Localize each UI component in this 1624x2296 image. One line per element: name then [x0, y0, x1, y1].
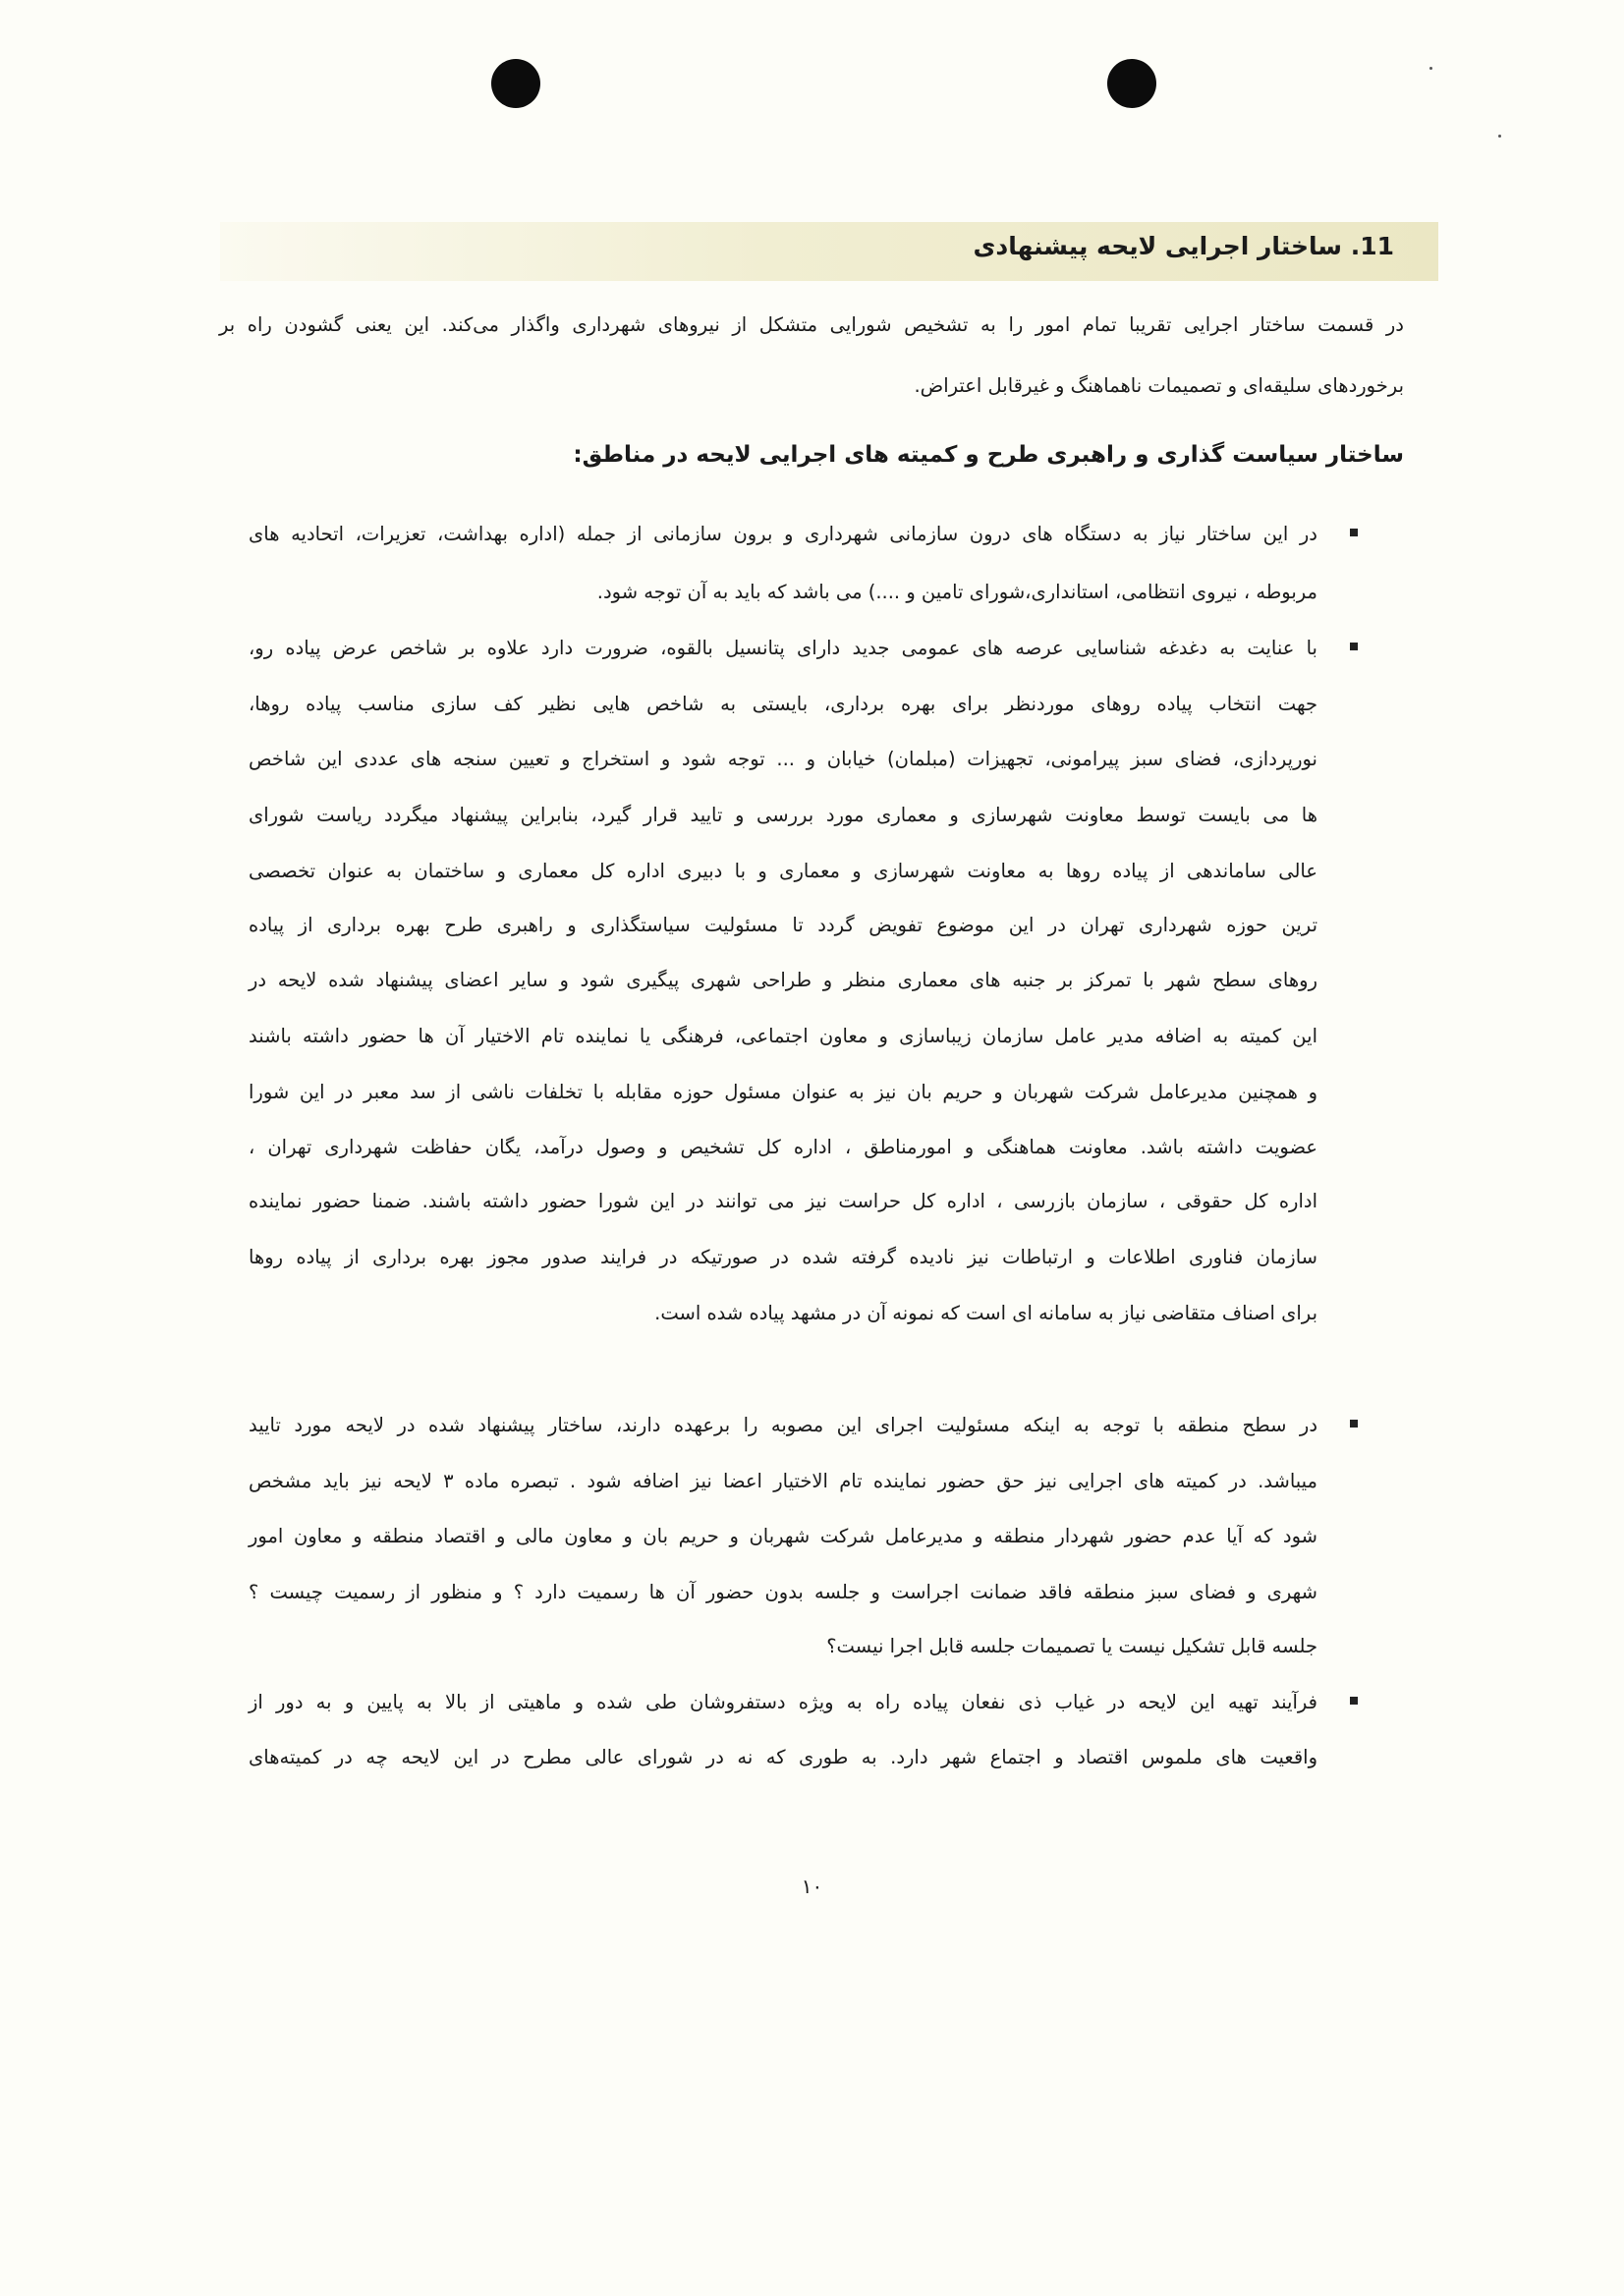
text-line: مربوطه ، نیروی انتظامی، استانداری،شورای تامین و ....) می باشد که باید به آن توجه شود.: [596, 581, 1317, 603]
text-line: با عنایت به دغدغه شناسایی عرصه های عمومی جدید دارای پتانسیل بالقوه، ضرورت دارد علاوه بر شاخص عرض پیاده رو،: [249, 637, 1317, 659]
text-line: ترین حوزه شهرداری تهران در این موضوع تفویض گردد تا مسئولیت سیاستگذاری و راهبری طرح بهره برداری از پیاده: [249, 914, 1317, 936]
bullet-marker: [1350, 1697, 1358, 1705]
text-line: نورپردازی، فضای سبز پیرامونی، تجهیزات (مبلمان) خیابان و ... توجه شود و استخراج و تعیین سنجه های عددی این شاخص: [249, 748, 1317, 770]
bullet-marker: [1350, 1420, 1358, 1428]
punch-hole-right: [1107, 59, 1156, 108]
text-line: میباشد. در کمیته های اجرایی نیز حق حضور نماینده تام الاختیار اعضا نیز اضافه شود . تبصره ماده ۳ لایحه نیز باید مشخص: [249, 1470, 1317, 1492]
text-line: این کمیته به اضافه مدیر عامل سازمان زیباسازی و معاون اجتماعی، فرهنگی یا نماینده تام الاختیار آن ها حضور داشته باشند: [249, 1025, 1317, 1047]
text-line: برخوردهای سلیقه‌ای و تصمیمات ناهماهنگ و غیرقابل اعتراض.: [914, 374, 1404, 397]
text-line: روهای سطح شهر با تمرکز بر جنبه های معماری منظر و طراحی شهری پیگیری شود و سایر اعضای پیشنهاد شده لایحه در: [249, 969, 1317, 991]
punch-hole-left: [491, 59, 540, 108]
text-line: و همچنین مدیرعامل شرکت شهربان و حریم بان نیز به عنوان مسئول حوزه مقابله با تخلفات ناشی از سد معبر در این شورا: [249, 1081, 1317, 1103]
text-line: واقعیت های ملموس اقتصاد و اجتماع شهر دارد. به طوری که نه در شورای عالی مطرح در این لایحه چه در کمیته‌های: [249, 1746, 1317, 1768]
text-line: ها می بایست توسط معاونت شهرسازی و معماری مورد بررسی و تایید قرار گیرد، بنابراین پیشنهاد میگردد ریاست شورای: [249, 804, 1317, 826]
text-line: عضویت داشته باشد. معاونت هماهنگی و امورمناطق ، اداره کل تشخیص و وصول درآمد، یگان حفاظت شهرداری تهران ،: [249, 1136, 1317, 1158]
scan-speck: [1498, 135, 1501, 138]
text-line: سازمان فناوری اطلاعات و ارتباطات نیز نادیده گرفته شده در صورتیکه در فرایند صدور مجوز بهره برداری از پیاده روها: [249, 1246, 1317, 1268]
text-line: در این ساختار نیاز به دستگاه های درون سازمانی شهرداری و برون سازمانی از جمله (اداره بهداشت، تعزیرات، اتحادیه های: [249, 523, 1317, 545]
text-line: شهری و فضای سبز منطقه فاقد ضمانت اجراست و جلسه بدون حضور آن ها رسمیت دارد ؟ و منظور از رسمیت چیست ؟: [249, 1581, 1317, 1603]
text-line: عالی ساماندهی از پیاده روها به معاونت شهرسازی و معماری و با دبیری اداره کل معماری و ساختمان به عنوان تخصصی: [249, 860, 1317, 882]
text-line: برای اصناف متقاضی نیاز به سامانه ای است که نمونه آن در مشهد پیاده شده است.: [654, 1302, 1317, 1324]
text-line: اداره کل حقوقی ، سازمان بازرسی ، اداره کل حراست نیز می توانند در این شورا حضور داشته باشند. ضمنا حضور نماینده: [249, 1190, 1317, 1212]
text-line: در سطح منطقه با توجه به اینکه مسئولیت اجرای این مصوبه را برعهده دارند، ساختار پیشنهاد شده در لایحه مورد تایید: [249, 1414, 1317, 1436]
text-line: شود که آیا عدم حضور شهردار منطقه و مدیرعامل شرکت شهربان و حریم بان و معاون مالی و اقتصاد منطقه و معاون امور: [249, 1525, 1317, 1547]
text-line: جهت انتخاب پیاده روهای موردنظر برای بهره برداری، بایستی به شاخص هایی نظیر کف سازی مناسب پیاده روها،: [249, 693, 1317, 715]
subheading: ساختار سیاست گذاری و راهبری طرح و کمیته های اجرایی لایحه در مناطق:: [573, 442, 1404, 468]
page-number: ۱۰: [801, 1875, 823, 1898]
section-heading: 11. ساختار اجرایی لایحه پیشنهادی: [973, 232, 1394, 260]
bullet-marker: [1350, 643, 1358, 650]
text-line: در قسمت ساختار اجرایی تقریبا تمام امور را به تشخیص شورایی متشکل از نیروهای شهرداری واگذار می‌کند. این یعنی گشودن راه بر: [219, 313, 1404, 336]
text-line: فرآیند تهیه این لایحه در غیاب ذی نفعان پیاده راه به ویژه دستفروشان طی شده و ماهیتی از بالا به پایین و به دور از: [249, 1691, 1317, 1713]
bullet-marker: [1350, 529, 1358, 536]
scan-speck: [1429, 67, 1432, 70]
text-line: جلسه قابل تشکیل نیست یا تصمیمات جلسه قابل اجرا نیست؟: [826, 1635, 1317, 1657]
